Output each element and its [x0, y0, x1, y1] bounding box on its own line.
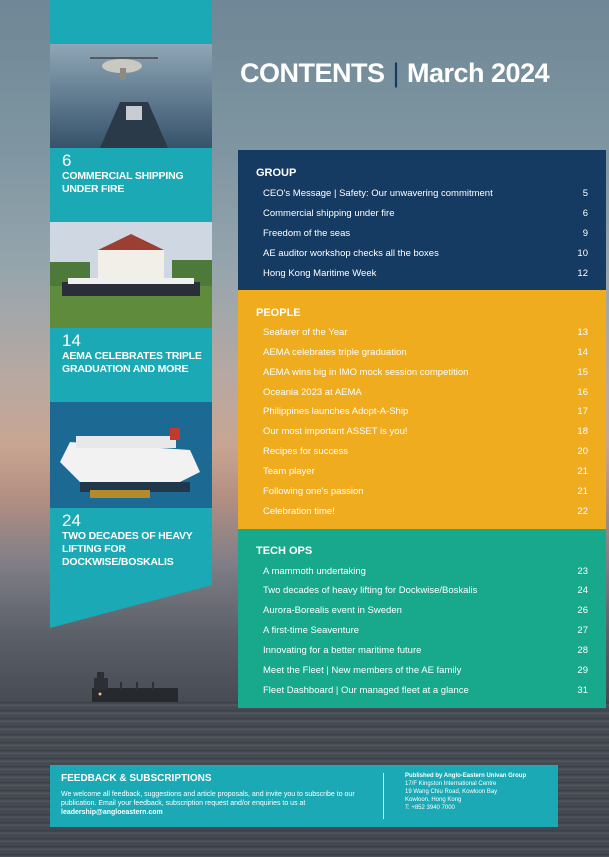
publisher-phone: T: +852 3940 7000 — [405, 805, 455, 811]
entry-title: Oceania 2023 at AEMA — [263, 387, 362, 398]
publisher-address-line: 19 Wang Chiu Road, Kowloon Bay — [405, 789, 498, 795]
graduation-group-photo — [50, 222, 212, 328]
feature-title: TWO DECADES OF HEAVY LIFTING FOR DOCKWISE/BOSKALIS — [62, 530, 193, 568]
feature-title: COMMERCIAL SHIPPING UNDER FIRE — [62, 170, 184, 195]
section-heading: TECH OPS — [256, 545, 313, 557]
entry-page: 27 — [577, 625, 588, 636]
feedback-body: We welcome all feedback, suggestions and article proposals, and invite you to subscribe to our publication. Email your feedback, subscription request and/or enquiries to us at — [61, 791, 355, 807]
cruise-ship-photo — [50, 402, 212, 508]
entry-title: A mammoth undertaking — [263, 566, 366, 577]
helicopter-ship-photo — [50, 44, 212, 148]
feature-title: AEMA CELEBRATES TRIPLE GRADUATION AND MORE — [62, 350, 202, 375]
feedback-panel — [50, 765, 558, 827]
entry-title: Two decades of heavy lifting for Dockwise/Boskalis — [263, 585, 478, 596]
entry-title: Seafarer of the Year — [263, 327, 348, 338]
section-group — [238, 150, 606, 290]
section-heading: GROUP — [256, 167, 297, 179]
entry-page: 13 — [577, 327, 588, 338]
feedback-email-link[interactable]: leadership@angloeastern.com — [61, 809, 163, 816]
entry-page: 9 — [582, 228, 588, 239]
entry-title: CEO's Message | Safety: Our unwavering commitment — [263, 188, 493, 199]
entry-title: Our most important ASSET is you! — [263, 426, 408, 437]
feature-dockwise-boskalis[interactable] — [62, 512, 202, 569]
entry-title: Team player — [263, 466, 315, 477]
feedback-text — [61, 790, 371, 817]
feature-page-number: 6 — [62, 151, 72, 170]
entry-title: AEMA celebrates triple graduation — [263, 347, 407, 358]
feedback-heading: FEEDBACK & SUBSCRIPTIONS — [61, 773, 212, 784]
entry-page: 15 — [577, 367, 588, 378]
entry-page: 6 — [582, 208, 588, 219]
entry-page: 28 — [577, 645, 588, 656]
entry-page: 20 — [577, 446, 588, 457]
publisher-name: Published by Anglo-Eastern Univan Group — [405, 773, 527, 779]
entry-page: 29 — [577, 665, 588, 676]
entry-title: Fleet Dashboard | Our managed fleet at a glance — [263, 685, 469, 696]
contents-heading: CONTENTS — [240, 58, 385, 89]
entry-title: Philippines launches Adopt-A-Ship — [263, 406, 409, 417]
entry-page: 10 — [577, 248, 588, 259]
feature-commercial-shipping[interactable] — [62, 152, 202, 196]
entry-title: Innovating for a better maritime future — [263, 645, 422, 656]
entry-title: Commercial shipping under fire — [263, 208, 395, 219]
publisher-address-line: Kowloon, Hong Kong — [405, 797, 462, 803]
divider — [383, 773, 384, 819]
entry-page: 5 — [582, 188, 588, 199]
entry-page: 16 — [577, 387, 588, 398]
entry-page: 21 — [577, 466, 588, 477]
entry-title: Recipes for success — [263, 446, 349, 457]
entry-page: 24 — [577, 585, 588, 596]
entry-page: 17 — [577, 406, 588, 417]
feature-page-number: 14 — [62, 331, 81, 350]
section-people — [238, 290, 606, 529]
entry-page: 21 — [577, 486, 588, 497]
entry-title: AE auditor workshop checks all the boxes — [263, 248, 439, 259]
entry-page: 18 — [577, 426, 588, 437]
publisher-address-line: 17/F Kingston International Centre — [405, 781, 497, 787]
entry-page: 22 — [577, 506, 588, 517]
entry-page: 31 — [577, 685, 588, 696]
entry-title: Meet the Fleet | New members of the AE family — [263, 665, 462, 676]
entry-page: 14 — [577, 347, 588, 358]
entry-title: Freedom of the seas — [263, 228, 351, 239]
entry-title: Hong Kong Maritime Week — [263, 268, 377, 279]
entry-title: Following one's passion — [263, 486, 364, 497]
entry-title: A first-time Seaventure — [263, 625, 360, 636]
entry-title: Aurora-Borealis event in Sweden — [263, 605, 402, 616]
section-heading: PEOPLE — [256, 307, 301, 319]
title-separator: | — [392, 58, 400, 89]
page-title — [240, 58, 549, 89]
publisher-info — [405, 772, 555, 812]
entry-page: 23 — [577, 566, 588, 577]
entry-title: AEMA wins big in IMO mock session competition — [263, 367, 469, 378]
feature-page-number: 24 — [62, 511, 81, 530]
entry-page: 12 — [577, 268, 588, 279]
section-tech-ops — [238, 529, 606, 708]
feature-aema-graduation[interactable] — [62, 332, 202, 376]
entry-title: Celebration time! — [263, 506, 335, 517]
entry-page: 26 — [577, 605, 588, 616]
ship-silhouette-image — [90, 664, 180, 708]
issue-date: March 2024 — [407, 58, 550, 89]
